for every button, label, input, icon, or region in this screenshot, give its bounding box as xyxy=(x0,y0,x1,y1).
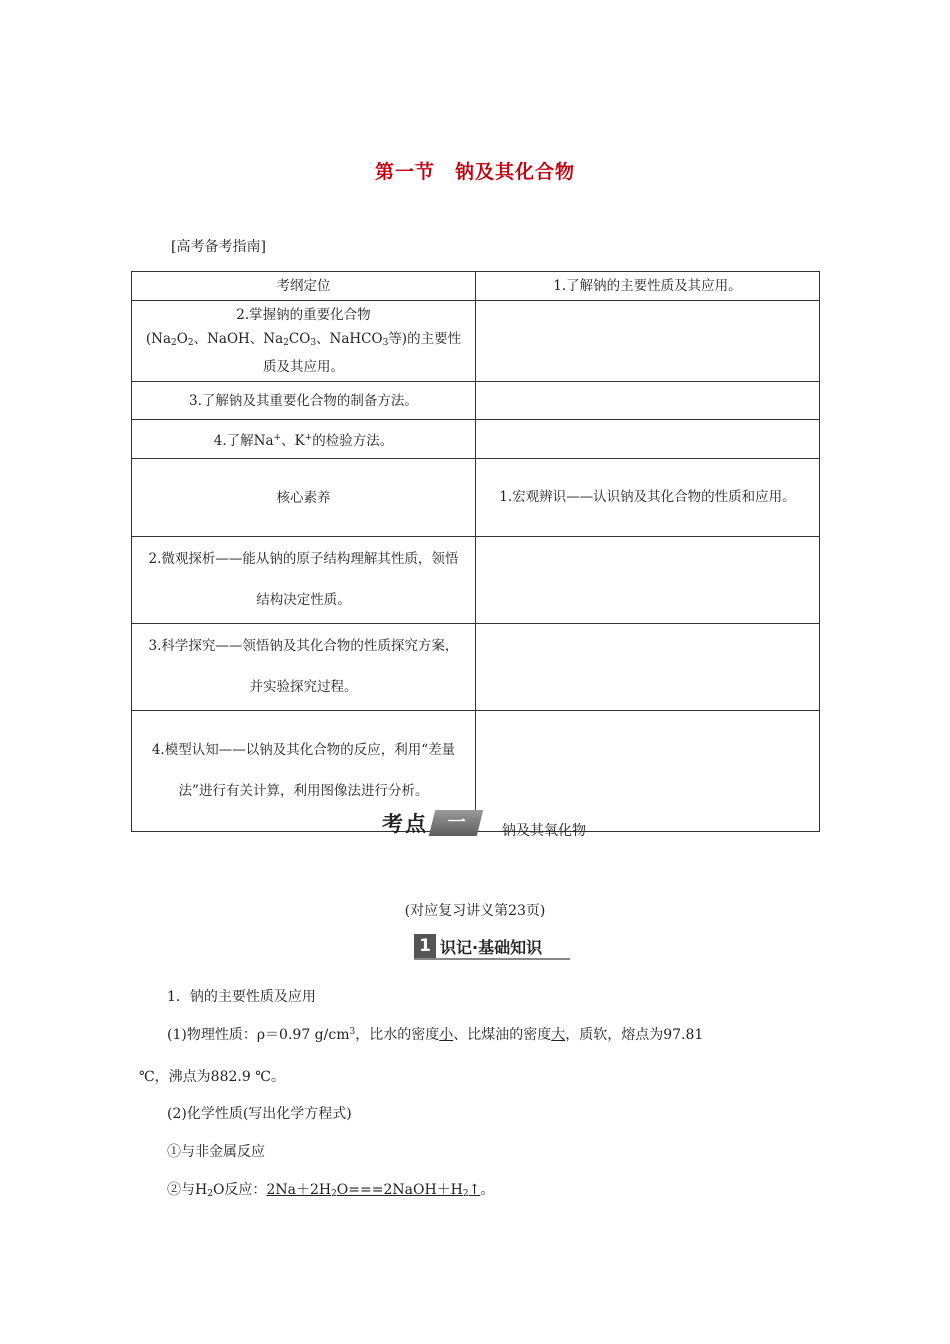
table-cell-ion-test xyxy=(132,420,476,459)
text: 。 xyxy=(480,1182,495,1198)
text: 、比煤油的密度 xyxy=(453,1027,552,1043)
cell-text: 、K xyxy=(281,432,305,449)
table-cell-compounds xyxy=(132,301,476,382)
answer-blank: 大 xyxy=(551,1027,566,1043)
page-reference: (对应复习讲义第23页) xyxy=(404,903,546,919)
table-cell-empty xyxy=(476,624,820,711)
formula-text: 、NaHCO xyxy=(316,331,383,347)
formula-text: O xyxy=(176,331,188,347)
subscript: 2 xyxy=(462,1189,469,1199)
cell-line-formulas xyxy=(144,327,463,355)
table-core-4: 4.模型认知——以钠及其化合物的反应，利用“差量法”进行有关计算，利用图像法进行分析。 xyxy=(132,711,476,832)
kaodian-number: 一 xyxy=(429,810,483,836)
table-cell-empty xyxy=(476,537,820,624)
paragraph-chemical: (2)化学性质(写出化学方程式) xyxy=(167,1106,352,1122)
table-core-1: 1.宏观辨识——认识钠及其化合物的性质和应用。 xyxy=(476,459,820,537)
badge-label: 识记·基础知识 xyxy=(440,938,543,957)
exam-guide-table xyxy=(131,271,820,832)
cell-text: 的检验方法。 xyxy=(312,432,394,449)
answer-blank: 小 xyxy=(439,1027,454,1043)
text: ↑ xyxy=(468,1182,481,1198)
table-cell-empty xyxy=(476,301,820,382)
text: O===2NaOH＋H xyxy=(336,1182,463,1198)
table-core-2: 2.微观探析——能从钠的原子结构理解其性质，领悟结构决定性质。 xyxy=(132,537,476,624)
table-core-label: 核心素养 xyxy=(132,459,476,537)
formula-text: CO xyxy=(288,331,311,347)
paragraph-nonmetal: ①与非金属反应 xyxy=(167,1144,265,1160)
guide-heading: [高考备考指南] xyxy=(171,239,266,255)
table-header-left: 考纲定位 xyxy=(132,272,476,301)
text: ②与H xyxy=(167,1182,208,1198)
formula-text: 等)的主要性 xyxy=(388,331,462,347)
subscript: 2 xyxy=(187,338,194,348)
text: (1)物理性质：ρ＝0.97 g/cm xyxy=(167,1027,350,1043)
table-cell-empty xyxy=(476,420,820,459)
formula-text: 、NaOH、Na xyxy=(193,331,284,347)
subscript: 2 xyxy=(171,338,177,348)
cell-line: 质及其应用。 xyxy=(263,359,344,375)
text: ，比水的密度 xyxy=(355,1027,440,1043)
text: O反应： xyxy=(212,1182,267,1198)
subscript: 2 xyxy=(283,338,289,348)
cell-line: 2.掌握钠的重要化合物 xyxy=(236,307,371,323)
subscript: 3 xyxy=(310,338,317,348)
table-cell-empty xyxy=(476,711,820,832)
formula-text: (Na xyxy=(145,331,172,347)
paragraph-boiling: ℃，沸点为882.9 ℃。 xyxy=(139,1069,285,1085)
paragraph-water xyxy=(167,1179,494,1199)
cell-text: 4.了解Na xyxy=(213,432,274,449)
subscript: 2 xyxy=(331,1189,337,1199)
page-title: 第一节 钠及其化合物 xyxy=(374,161,575,183)
table-cell-empty xyxy=(476,382,820,420)
text: 2Na＋2H xyxy=(266,1182,332,1198)
table-core-3: 3.科学探究——领悟钠及其化合物的性质探究方案，并实验探究过程。 xyxy=(132,624,476,711)
superscript: + xyxy=(304,432,313,443)
table-cell-preparation: 3.了解钠及其重要化合物的制备方法。 xyxy=(132,382,476,420)
paragraph-heading: 1．钠的主要性质及应用 xyxy=(167,989,316,1005)
equation-answer xyxy=(266,1182,480,1198)
subscript: 2 xyxy=(207,1189,213,1199)
text: ，质软，熔点为97.81 xyxy=(565,1027,704,1043)
badge-number: 1 xyxy=(414,934,436,958)
badge-underline xyxy=(414,958,570,960)
superscript: 3 xyxy=(349,1027,356,1037)
table-header-right: 1.了解钠的主要性质及其应用。 xyxy=(476,272,820,301)
subscript: 3 xyxy=(382,338,389,348)
kaodian-label: 考点 xyxy=(382,812,428,836)
superscript: + xyxy=(273,432,282,443)
paragraph-physical xyxy=(167,1024,703,1044)
kaodian-topic: 钠及其氧化物 xyxy=(502,823,586,839)
